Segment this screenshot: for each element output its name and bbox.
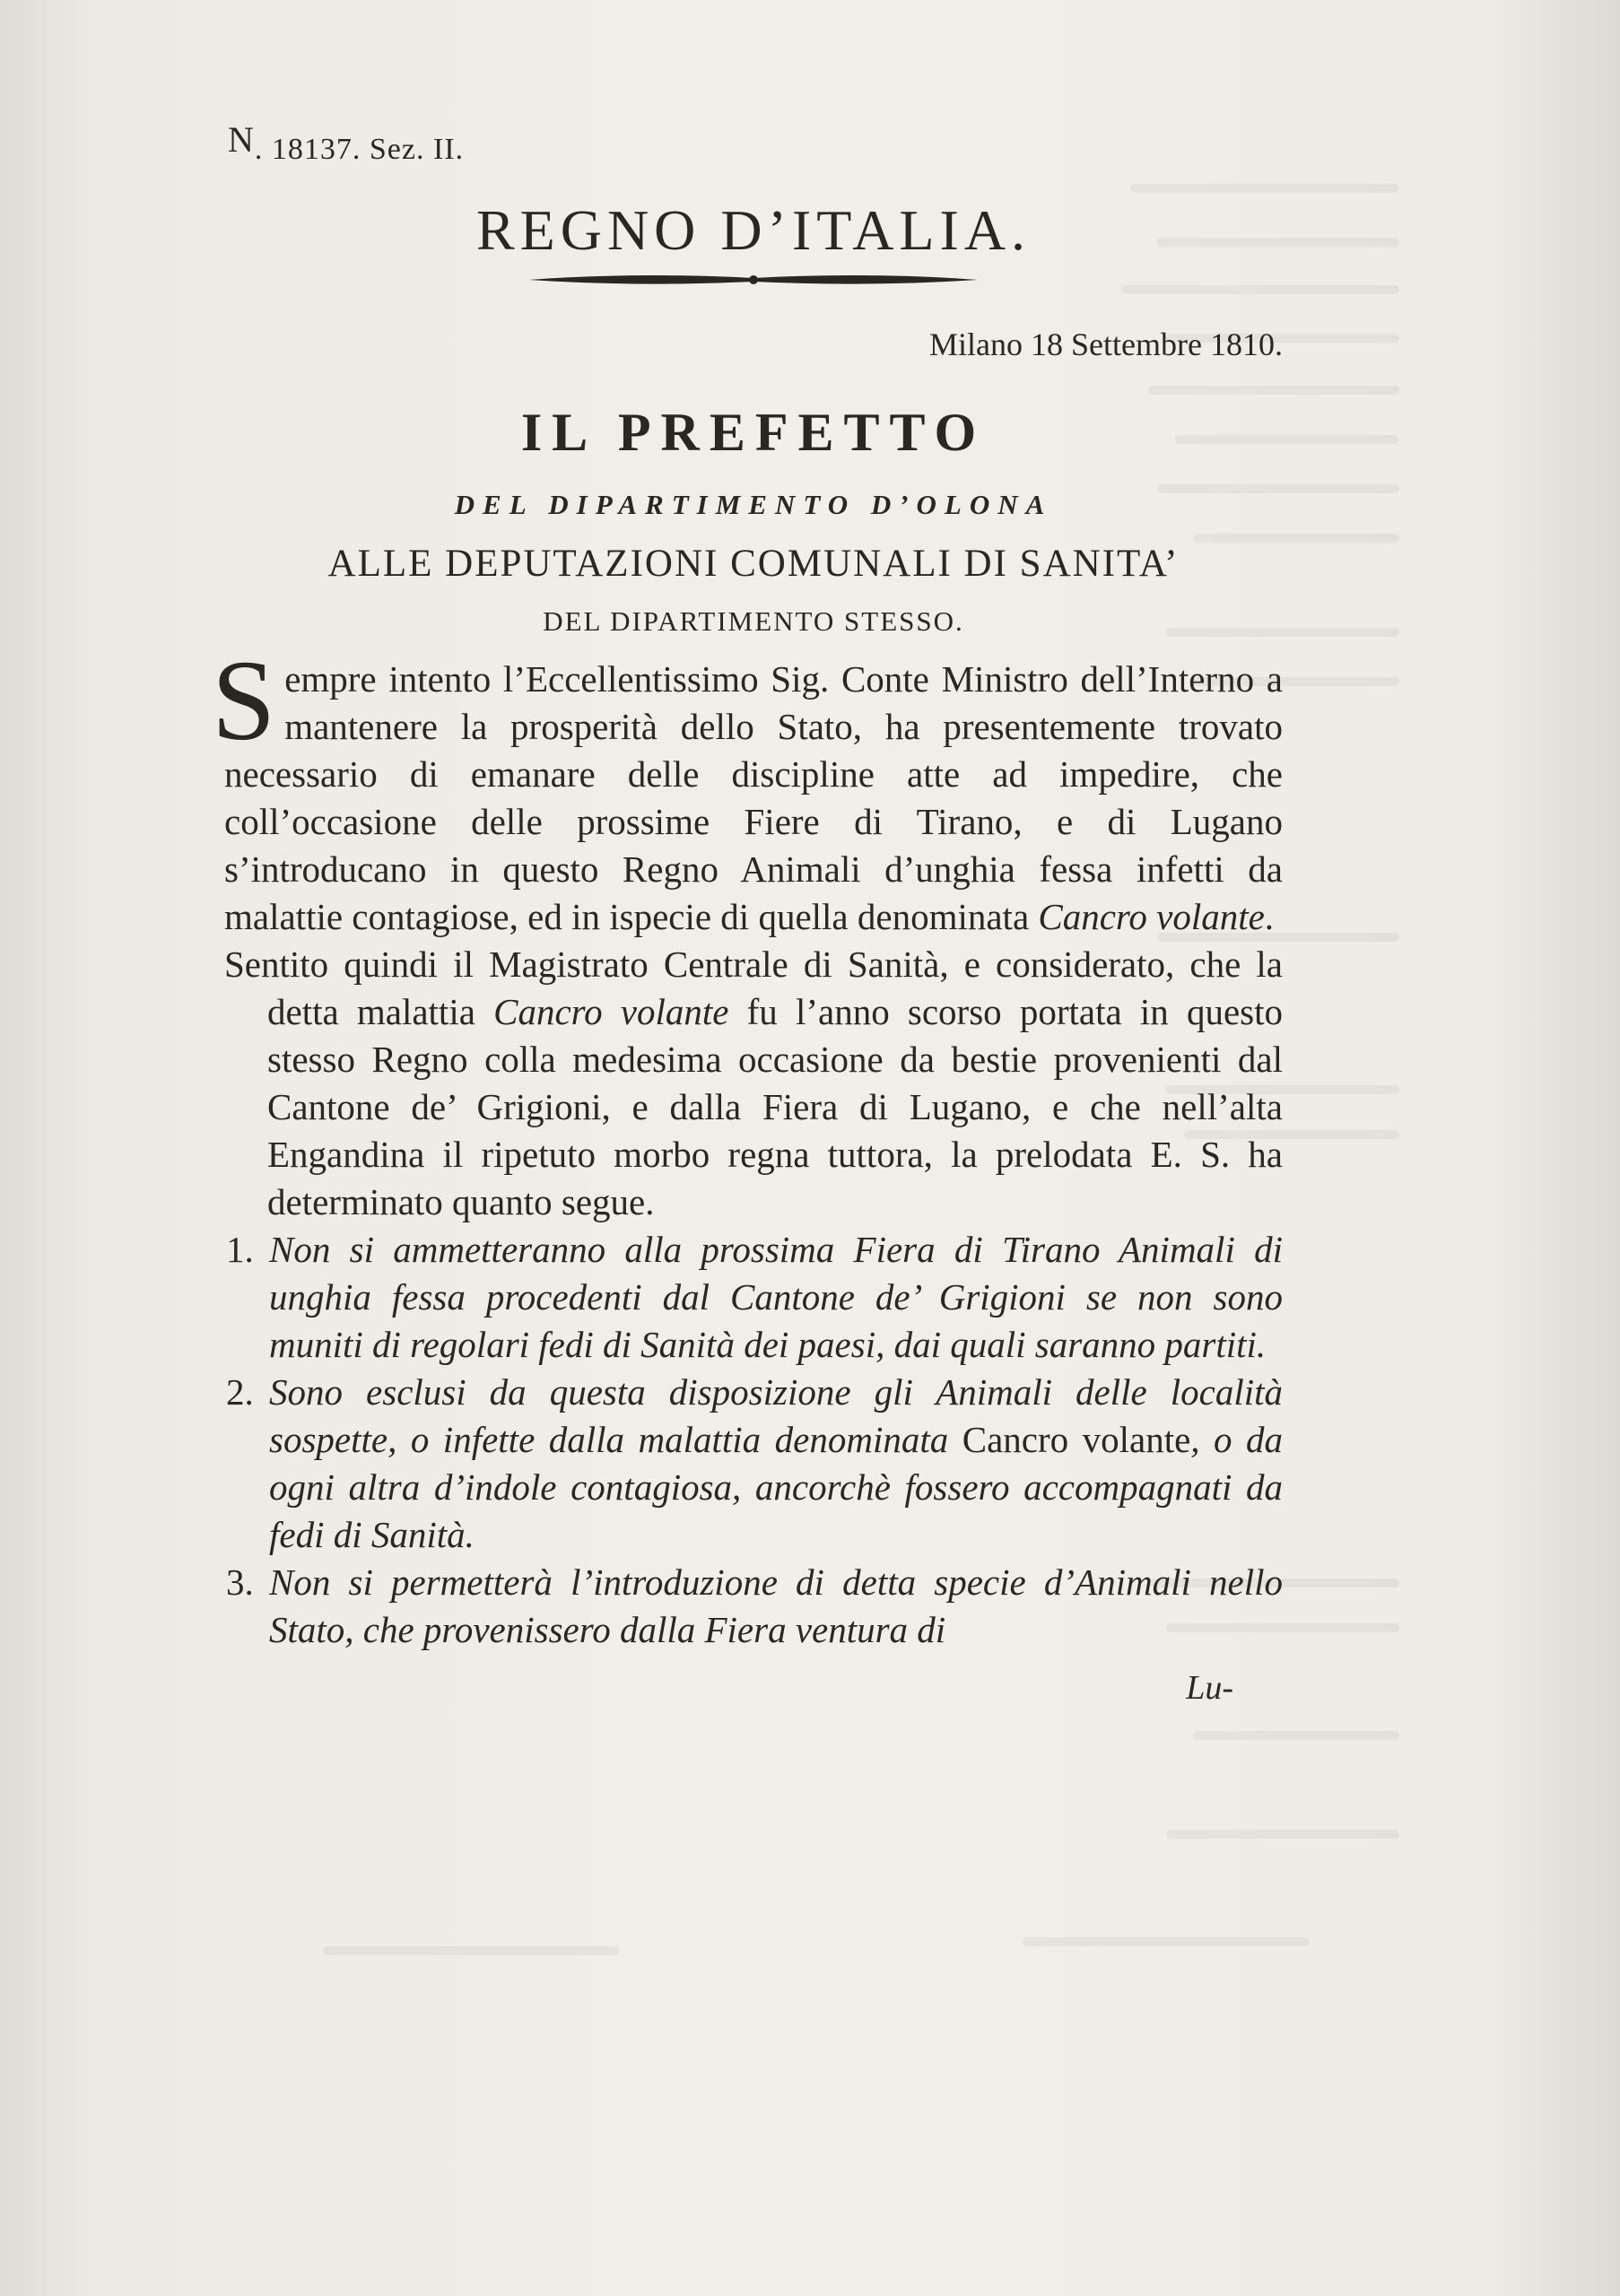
paragraph-2	[224, 941, 1283, 1226]
list-item-number: 2.	[226, 1371, 254, 1413]
paragraph-2-text: Sentito quindi il Magistrato Centrale di Sanità, e considerato, che la detta malattia	[224, 944, 1283, 1032]
list-item	[224, 1369, 1283, 1559]
numbered-list	[224, 1226, 1283, 1654]
addressee-line-2: DEL DIPARTIMENTO STESSO.	[543, 605, 964, 637]
list-item-text: Non si permetterà l’introduzione di detta specie d’Animali nello Stato, che provenissero dalla Fiera ventura di	[269, 1561, 1283, 1650]
prefect-heading: IL PREFETTO	[520, 403, 987, 462]
paragraph-1-end: .	[1264, 896, 1275, 937]
paragraph-2-end: fu l’anno scorso portata in questo stesso Regno colla medesima occasione da bestie provenienti dal Cantone de’ Grigioni, e dalla Fiera di Lugano, e che nell’alta Engandina il ripetuto morbo regna tuttora, la prelodata E. S. ha determinato quanto segue.	[267, 991, 1283, 1222]
document-content	[212, 119, 1284, 1712]
list-item-upright-text: Cancro volante	[962, 1419, 1191, 1460]
catchword: Lu-	[1186, 1669, 1233, 1707]
department-heading: DEL DIPARTIMENTO D’OLONA	[454, 489, 1053, 520]
paragraph-2-italic: Cancro volante	[493, 991, 729, 1032]
list-item-number: 3.	[226, 1561, 254, 1603]
number-rest: . 18137. Sez. II.	[254, 133, 465, 166]
list-item	[224, 1559, 1283, 1654]
document-number	[228, 119, 1283, 168]
list-item-text: Non si ammetteranno alla prossima Fiera di Tirano Animali di unghia fessa procedenti dal Cantone de’ Grigioni se non sono muniti di regolari fedi di Sanità dei paesi, dai quali saranno partiti.	[269, 1229, 1283, 1365]
list-item-text-end: , o da ogni altra d’indole contagiosa, ancorchè fossero accompagnati da fedi di Sanità.	[269, 1419, 1284, 1555]
paragraph-1-text: empre intento l’Eccellentissimo Sig. Conte Ministro dell’Interno a mantenere la prosperità dello Stato, ha presentemente trovato necessario di emanare delle discipline atte ad impedire, che coll’occasione delle prossime Fiere di Tirano, e di Lugano s’introducano in questo Regno Animali d’unghia fessa infetti da malattie contagiose, ed in ispecie di quella denominata	[224, 658, 1283, 937]
paragraph-1	[212, 637, 1283, 941]
number-prefix: N	[228, 119, 255, 160]
paragraph-1-italic: Cancro volante	[1038, 896, 1265, 937]
addressee-line-1: ALLE DEPUTAZIONI COMUNALI DI SANITA’	[327, 543, 1180, 585]
list-item-number: 1.	[226, 1229, 254, 1270]
dateline: Milano 18 Settembre 1810.	[929, 326, 1283, 362]
body-text	[212, 637, 1284, 1712]
list-item	[224, 1226, 1283, 1369]
list-item-text: Sono esclusi da questa disposizione gli Animali delle località sospette, o infette dalla malattia denominata	[269, 1371, 1283, 1460]
drop-cap: S	[212, 637, 276, 764]
ornamental-rule	[520, 268, 987, 291]
realm-heading: REGNO D’ITALIA.	[475, 198, 1032, 262]
